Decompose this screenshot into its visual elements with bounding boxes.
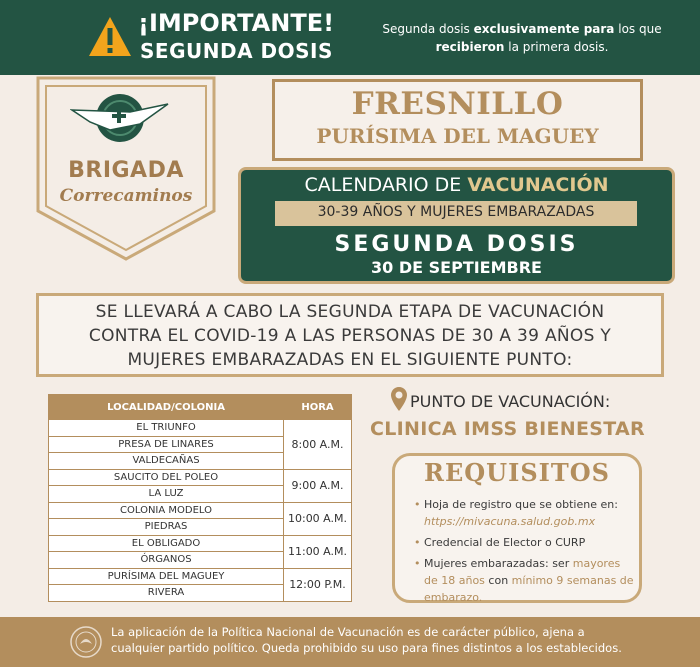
localidad-cell: PRESA DE LINARES [49, 436, 284, 453]
warning-icon [88, 15, 132, 59]
list-item: • Hoja de registro que se obtiene en: https://mivacuna.salud.gob.mx [414, 496, 634, 530]
important-heading: ¡IMPORTANTE! [138, 9, 335, 37]
localidad-cell: EL OBLIGADO [49, 535, 284, 552]
list-item: • Credencial de Elector o CURP [414, 534, 634, 551]
localidad-cell: ÓRGANOS [49, 552, 284, 569]
government-seal-icon [70, 626, 102, 658]
calendar-title: CALENDARIO DE VACUNACIÓN [304, 174, 609, 196]
dose-label: SEGUNDA DOSIS [334, 232, 579, 257]
column-header-localidad: LOCALIDAD/COLONIA [49, 395, 284, 420]
age-group-label: 30-39 AÑOS Y MUJERES EMBARAZADAS [317, 204, 595, 220]
date-label: 30 DE SEPTIEMBRE [371, 258, 542, 277]
correcaminos-logo-icon [70, 90, 170, 150]
hora-cell: 9:00 A.M. [284, 469, 352, 502]
localidad-cell: VALDECAÑAS [49, 453, 284, 470]
localidad-cell: SAUCITO DEL POLEO [49, 469, 284, 486]
location-pin-icon [390, 386, 408, 412]
table-row [49, 420, 352, 437]
localidad-cell: PURÍSIMA DEL MAGUEY [49, 568, 284, 585]
place-title: PURÍSIMA DEL MAGUEY [316, 124, 599, 148]
localidad-cell: COLONIA MODELO [49, 502, 284, 519]
header-note: Segunda dosis exclusivamente para los que recibieron la primera dosis. [382, 22, 662, 54]
localidad-cell: PIEDRAS [49, 519, 284, 536]
table-row [49, 568, 352, 585]
table-row [49, 469, 352, 486]
localidad-cell: RIVERA [49, 585, 284, 602]
table-row [49, 535, 352, 552]
clinic-name: CLINICA IMSS BIENESTAR [370, 418, 645, 440]
hora-cell: 8:00 A.M. [284, 420, 352, 470]
second-dose-heading: SEGUNDA DOSIS [140, 39, 333, 63]
localidad-cell: LA LUZ [49, 486, 284, 503]
intro-text: SE LLEVARÁ A CABO LA SEGUNDA ETAPA DE VACUNACIÓN CONTRA EL COVID-19 A LAS PERSONAS DE 30 A 39 AÑOS Y MUJERES EMBARAZADAS EN EL SIGUIENTE PUNTO: [88, 302, 612, 370]
correcaminos-label: Correcaminos [59, 186, 193, 206]
city-title: FRESNILLO [351, 86, 564, 122]
hora-cell: 11:00 A.M. [284, 535, 352, 568]
table-row [49, 502, 352, 519]
requirements-title: REQUISITOS [424, 458, 610, 487]
hora-cell: 12:00 P.M. [284, 568, 352, 601]
hora-cell: 10:00 A.M. [284, 502, 352, 535]
column-header-hora: HORA [284, 395, 352, 420]
localidad-cell: EL TRIUNFO [49, 420, 284, 437]
schedule-table [48, 394, 352, 602]
vaccination-point-label: PUNTO DE VACUNACIÓN: [410, 392, 611, 411]
brigada-label: BRIGADA [68, 158, 184, 183]
list-item: • Mujeres embarazadas: ser mayores de 18 años con mínimo 9 semanas de embarazo. [414, 555, 634, 606]
registration-link[interactable]: https://mivacuna.salud.gob.mx [424, 515, 596, 528]
requirements-list [414, 496, 634, 610]
footer-disclaimer: La aplicación de la Política Nacional de Vacunación es de carácter público, ajena a cualquier partido político. Queda prohibido su uso para fines distintos a los establecidos. [111, 625, 622, 655]
